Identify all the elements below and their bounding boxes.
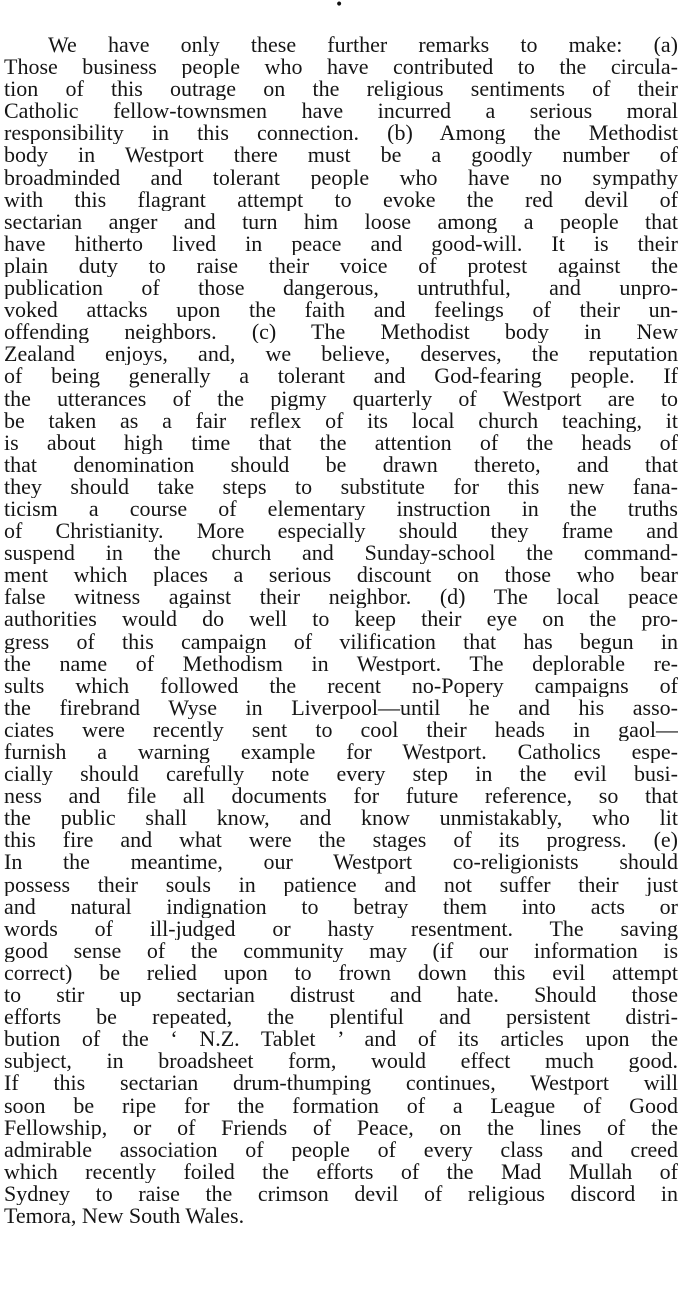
article-line: Catholic fellow-townsmen have incurred a serious moral [4, 100, 678, 123]
article-line: plain duty to raise their voice of protest against the [4, 254, 678, 278]
article-line: furnish a warning example for Westport. Catholics espe- [4, 741, 678, 764]
article-line: gress of this campaign of vilification that has begun in [4, 630, 678, 653]
article-line: Sydney to raise the crimson devil of religious discord in [4, 1182, 678, 1205]
article-line: voked attacks upon the faith and feelings of their un- [4, 299, 678, 322]
article-line: efforts be repeated, the plentiful and persistent distri- [4, 1006, 678, 1029]
article-line: bution of the ‘ N.Z. Tablet ’ and of its articles upon the [4, 1028, 678, 1051]
article-line: cially should carefully note every step in the evil busi- [4, 763, 678, 786]
article-line: body in Westport there must be a goodly number of [4, 144, 678, 167]
article-line: Temora, New South Wales. [4, 1204, 245, 1228]
article-line: sults which followed the recent no-Popery campaigns of [4, 674, 678, 697]
column-marker: • [335, 0, 344, 13]
article-line: that denomination should be drawn thereto, and that [4, 453, 678, 476]
article-line: ness and file all documents for future reference, so that [4, 785, 678, 808]
article-line: ticism a course of elementary instruction in the truths [4, 497, 678, 521]
article-line: the utterances of the pigmy quarterly of Westport are to [4, 387, 678, 410]
article-line: of being generally a tolerant and God-fearing people. If [4, 365, 678, 388]
article-line: the name of Methodism in Westport. The deplorable re- [4, 652, 678, 675]
article-line: In the meantime, our Westport co-religionists should [4, 851, 678, 874]
article-line: Zealand enjoys, and, we believe, deserves, the reputation [4, 343, 678, 366]
article-line: to stir up sectarian distrust and hate. Should those [4, 984, 678, 1007]
article-line: authorities would do well to keep their eye on the pro- [4, 608, 678, 631]
article-line: publication of those dangerous, untruthful, and unpro- [4, 277, 678, 300]
article-line: We have only these further remarks to make: (a) [48, 34, 678, 57]
article-line: If this sectarian drum-thumping continues, Westport will [4, 1072, 678, 1095]
article-line: soon be ripe for the formation of a League of Good [4, 1094, 678, 1117]
article-column [4, 34, 678, 1227]
article-line: correct) be relied upon to frown down this evil attempt [4, 961, 678, 985]
article-line: false witness against their neighbor. (d) The local peace [4, 586, 678, 609]
article-line: which recently foiled the efforts of the Mad Mullah of [4, 1160, 678, 1183]
article-line: of Christianity. More especially should they frame and [4, 520, 678, 543]
article-line: possess their souls in patience and not suffer their just [4, 873, 678, 896]
article-line: responsibility in this connection. (b) Among the Methodist [4, 122, 678, 145]
article-line: good sense of the community may (if our information is [4, 939, 678, 962]
article-line: the public shall know, and know unmistakably, who lit [4, 807, 678, 830]
article-line: have hitherto lived in peace and good-will. It is their [4, 232, 678, 255]
article-line: tion of this outrage on the religious sentiments of their [4, 78, 678, 101]
article-line: sectarian anger and turn him loose among a people that [4, 210, 678, 233]
article-line: broadminded and tolerant people who have no sympathy [4, 166, 678, 189]
article-line: they should take steps to substitute for this new fana- [4, 475, 678, 498]
article-line: this fire and what were the stages of its progress. (e) [4, 829, 678, 852]
article-line: and natural indignation to betray them into acts or [4, 895, 678, 918]
article-line: Those business people who have contributed to the circula- [4, 56, 678, 79]
article-line: be taken as a fair reflex of its local church teaching, it [4, 409, 678, 432]
article-line: is about high time that the attention of the heads of [4, 431, 678, 454]
article-line: words of ill-judged or hasty resentment. The saving [4, 917, 678, 940]
article-line: admirable association of people of every class and creed [4, 1138, 678, 1161]
article-line: the firebrand Wyse in Liverpool—until he and his asso- [4, 696, 678, 719]
article-line: offending neighbors. (c) The Methodist body in New [4, 321, 678, 344]
article-line: Fellowship, or of Friends of Peace, on the lines of the [4, 1116, 678, 1139]
article-line: suspend in the church and Sunday-school the command- [4, 542, 678, 565]
article-line: subject, in broadsheet form, would effect much good. [4, 1050, 678, 1073]
article-line: with this flagrant attempt to evoke the red devil of [4, 188, 678, 211]
article-line: ment which places a serious discount on those who bear [4, 564, 678, 587]
article-line: ciates were recently sent to cool their heads in gaol— [4, 718, 678, 741]
